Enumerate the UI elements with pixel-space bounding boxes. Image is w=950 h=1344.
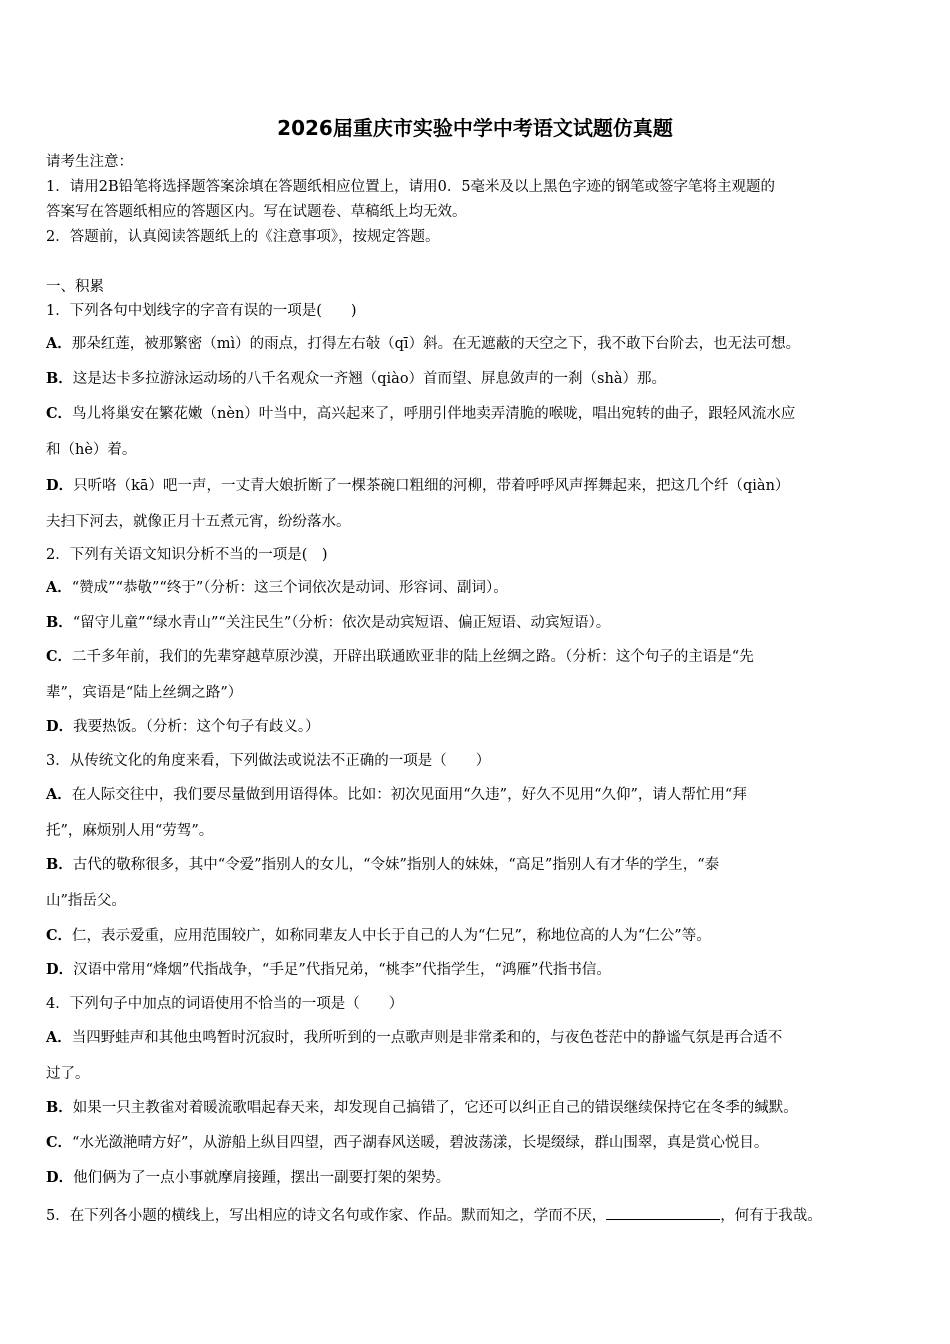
q5-stem	[46, 1205, 910, 1226]
q4-option-d	[46, 1168, 910, 1188]
option-label: B．	[46, 1099, 73, 1116]
option-label: C．	[46, 405, 73, 422]
option-label: A．	[46, 335, 72, 352]
q3-option-d	[46, 960, 910, 980]
option-text: 他们俩为了一点小事就摩肩接踵，摆出一副要打架的架势。	[73, 1170, 451, 1186]
option-label: D．	[46, 718, 74, 735]
q2-option-c	[46, 647, 910, 667]
option-text: 古代的敬称很多，其中“令爱”指别人的女儿，“令妹”指别人的妹妹，“高足”指别人有才华的学生，“泰	[72, 857, 720, 873]
q4-option-c	[46, 1133, 910, 1153]
q1-stem: 1．下列各句中划线字的字音有误的一项是( )	[46, 303, 357, 319]
section-heading: 一、积累	[46, 279, 104, 295]
option-text: 这是达卡多拉游泳运动场的八千名观众一齐翘（qiào）首而望、屏息敛声的一刹（shà）那。	[72, 371, 666, 387]
option-text: 仁，表示爱重，应用范围较广，如称同辈友人中长于自己的人为“仁兄”，称地位高的人为“仁公”等。	[72, 928, 711, 944]
option-text: “赞成”“恭敬”“终于”（分析：这三个词依次是动词、形容词、副词）。	[71, 580, 508, 596]
q5-tail: ，何有于我哉。	[720, 1208, 822, 1224]
q3-option-c	[46, 926, 910, 946]
q1-option-a	[46, 334, 910, 354]
option-label: B．	[46, 370, 73, 387]
q3-option-b-cont: 山”指岳父。	[46, 893, 126, 909]
option-label: A．	[46, 1029, 72, 1046]
q1-option-d	[46, 476, 910, 496]
notice-item-2: 2．答题前，认真阅读答题纸上的《注意事项》，按规定答题。	[46, 229, 440, 245]
q1-option-b	[46, 369, 910, 389]
q4-option-a-cont: 过了。	[46, 1066, 90, 1082]
option-text: 汉语中常用“烽烟”代指战争，“手足”代指兄弟，“桃李”代指学生，“鸿雁”代指书信。	[73, 962, 611, 978]
option-label: D．	[46, 1169, 74, 1186]
option-text: 那朵红莲，被那繁密（mì）的雨点，打得左右敧（qī）斜。在无遮蔽的天空之下，我不敢下台阶去，也无法可想。	[71, 336, 801, 352]
q1-option-d-cont: 夫扫下河去，就像正月十五煮元宵，纷纷落水。	[46, 514, 351, 530]
option-text: 如果一只主教雀对着暖流歌唱起春天来，却发现自己搞错了，它还可以纠正自己的错误继续保持它在冬季的缄默。	[72, 1100, 798, 1116]
option-label: C．	[46, 1134, 73, 1151]
q1-option-c	[46, 404, 910, 424]
notice-heading: 请考生注意：	[46, 154, 133, 170]
option-label: C．	[46, 648, 73, 665]
option-text: 在人际交往中，我们要尽量做到用语得体。比如：初次见面用“久违”，好久不见用“久仰”，请人帮忙用“拜	[71, 787, 747, 803]
option-label: B．	[46, 856, 73, 873]
q2-option-c-cont: 辈”，宾语是“陆上丝绸之路”）	[46, 685, 243, 701]
q4-stem: 4．下列句子中加点的词语使用不恰当的一项是（ ）	[46, 996, 404, 1012]
option-label: B．	[46, 614, 73, 631]
notice-item-1a: 1．请用2B铅笔将选择题答案涂填在答题纸相应位置上，请用0．5毫米及以上黑色字迹的钢笔或签字笔将主观题的	[46, 179, 776, 195]
q1-option-c-cont: 和（hè）着。	[46, 442, 137, 458]
option-text: 二千多年前，我们的先辈穿越草原沙漠，开辟出联通欧亚非的陆上丝绸之路。（分析：这个句子的主语是“先	[72, 649, 754, 665]
option-text: “留守儿童”“绿水青山”“关注民生”（分析：依次是动宾短语、偏正短语、动宾短语）。	[72, 615, 611, 631]
q2-option-d	[46, 717, 910, 737]
notice-item-1b: 答案写在答题纸相应的答题区内。写在试题卷、草稿纸上均无效。	[46, 204, 467, 220]
option-label: A．	[46, 579, 72, 596]
q2-stem: 2．下列有关语文知识分析不当的一项是( )	[46, 547, 328, 563]
q4-option-b	[46, 1098, 910, 1118]
option-label: D．	[46, 961, 74, 978]
q3-option-a	[46, 785, 910, 805]
option-text: 鸟儿将巢安在繁花嫩（nèn）叶当中，高兴起来了，呼朋引伴地卖弄清脆的喉咙，唱出宛转的曲子，跟轻风流水应	[72, 406, 796, 422]
q3-stem: 3．从传统文化的角度来看，下列做法或说法不正确的一项是（ ）	[46, 753, 491, 769]
q4-option-a	[46, 1028, 910, 1048]
option-label: A．	[46, 786, 72, 803]
q3-option-a-cont: 托”，麻烦别人用“劳驾”。	[46, 823, 214, 839]
option-label: C．	[46, 927, 73, 944]
option-text: 只听咯（kā）吧一声，一丈青大娘折断了一棵茶碗口粗细的河柳，带着呼呼风声挥舞起来，把这几个纤（qiàn）	[73, 478, 790, 494]
q5-text: 5．在下列各小题的横线上，写出相应的诗文名句或作家、作品。默而知之，学而不厌，	[46, 1208, 607, 1224]
page-title: 2026届重庆市实验中学中考语文试题仿真题	[277, 116, 673, 140]
q2-option-a	[46, 578, 910, 598]
option-text: 当四野蛙声和其他虫鸣暂时沉寂时，我所听到的一点歌声则是非常柔和的，与夜色苍茫中的静谧气氛是再合适不	[71, 1030, 783, 1046]
option-text: “水光潋滟晴方好”，从游船上纵目四望，西子湖春风送暖，碧波荡漾，长堤缀绿，群山围翠，真是赏心悦目。	[72, 1135, 769, 1151]
q3-option-b	[46, 855, 910, 875]
option-label: D．	[46, 477, 74, 494]
q2-option-b	[46, 613, 910, 633]
option-text: 我要热饭。（分析：这个句子有歧义。）	[73, 719, 320, 735]
answer-blank[interactable]	[606, 1205, 720, 1220]
